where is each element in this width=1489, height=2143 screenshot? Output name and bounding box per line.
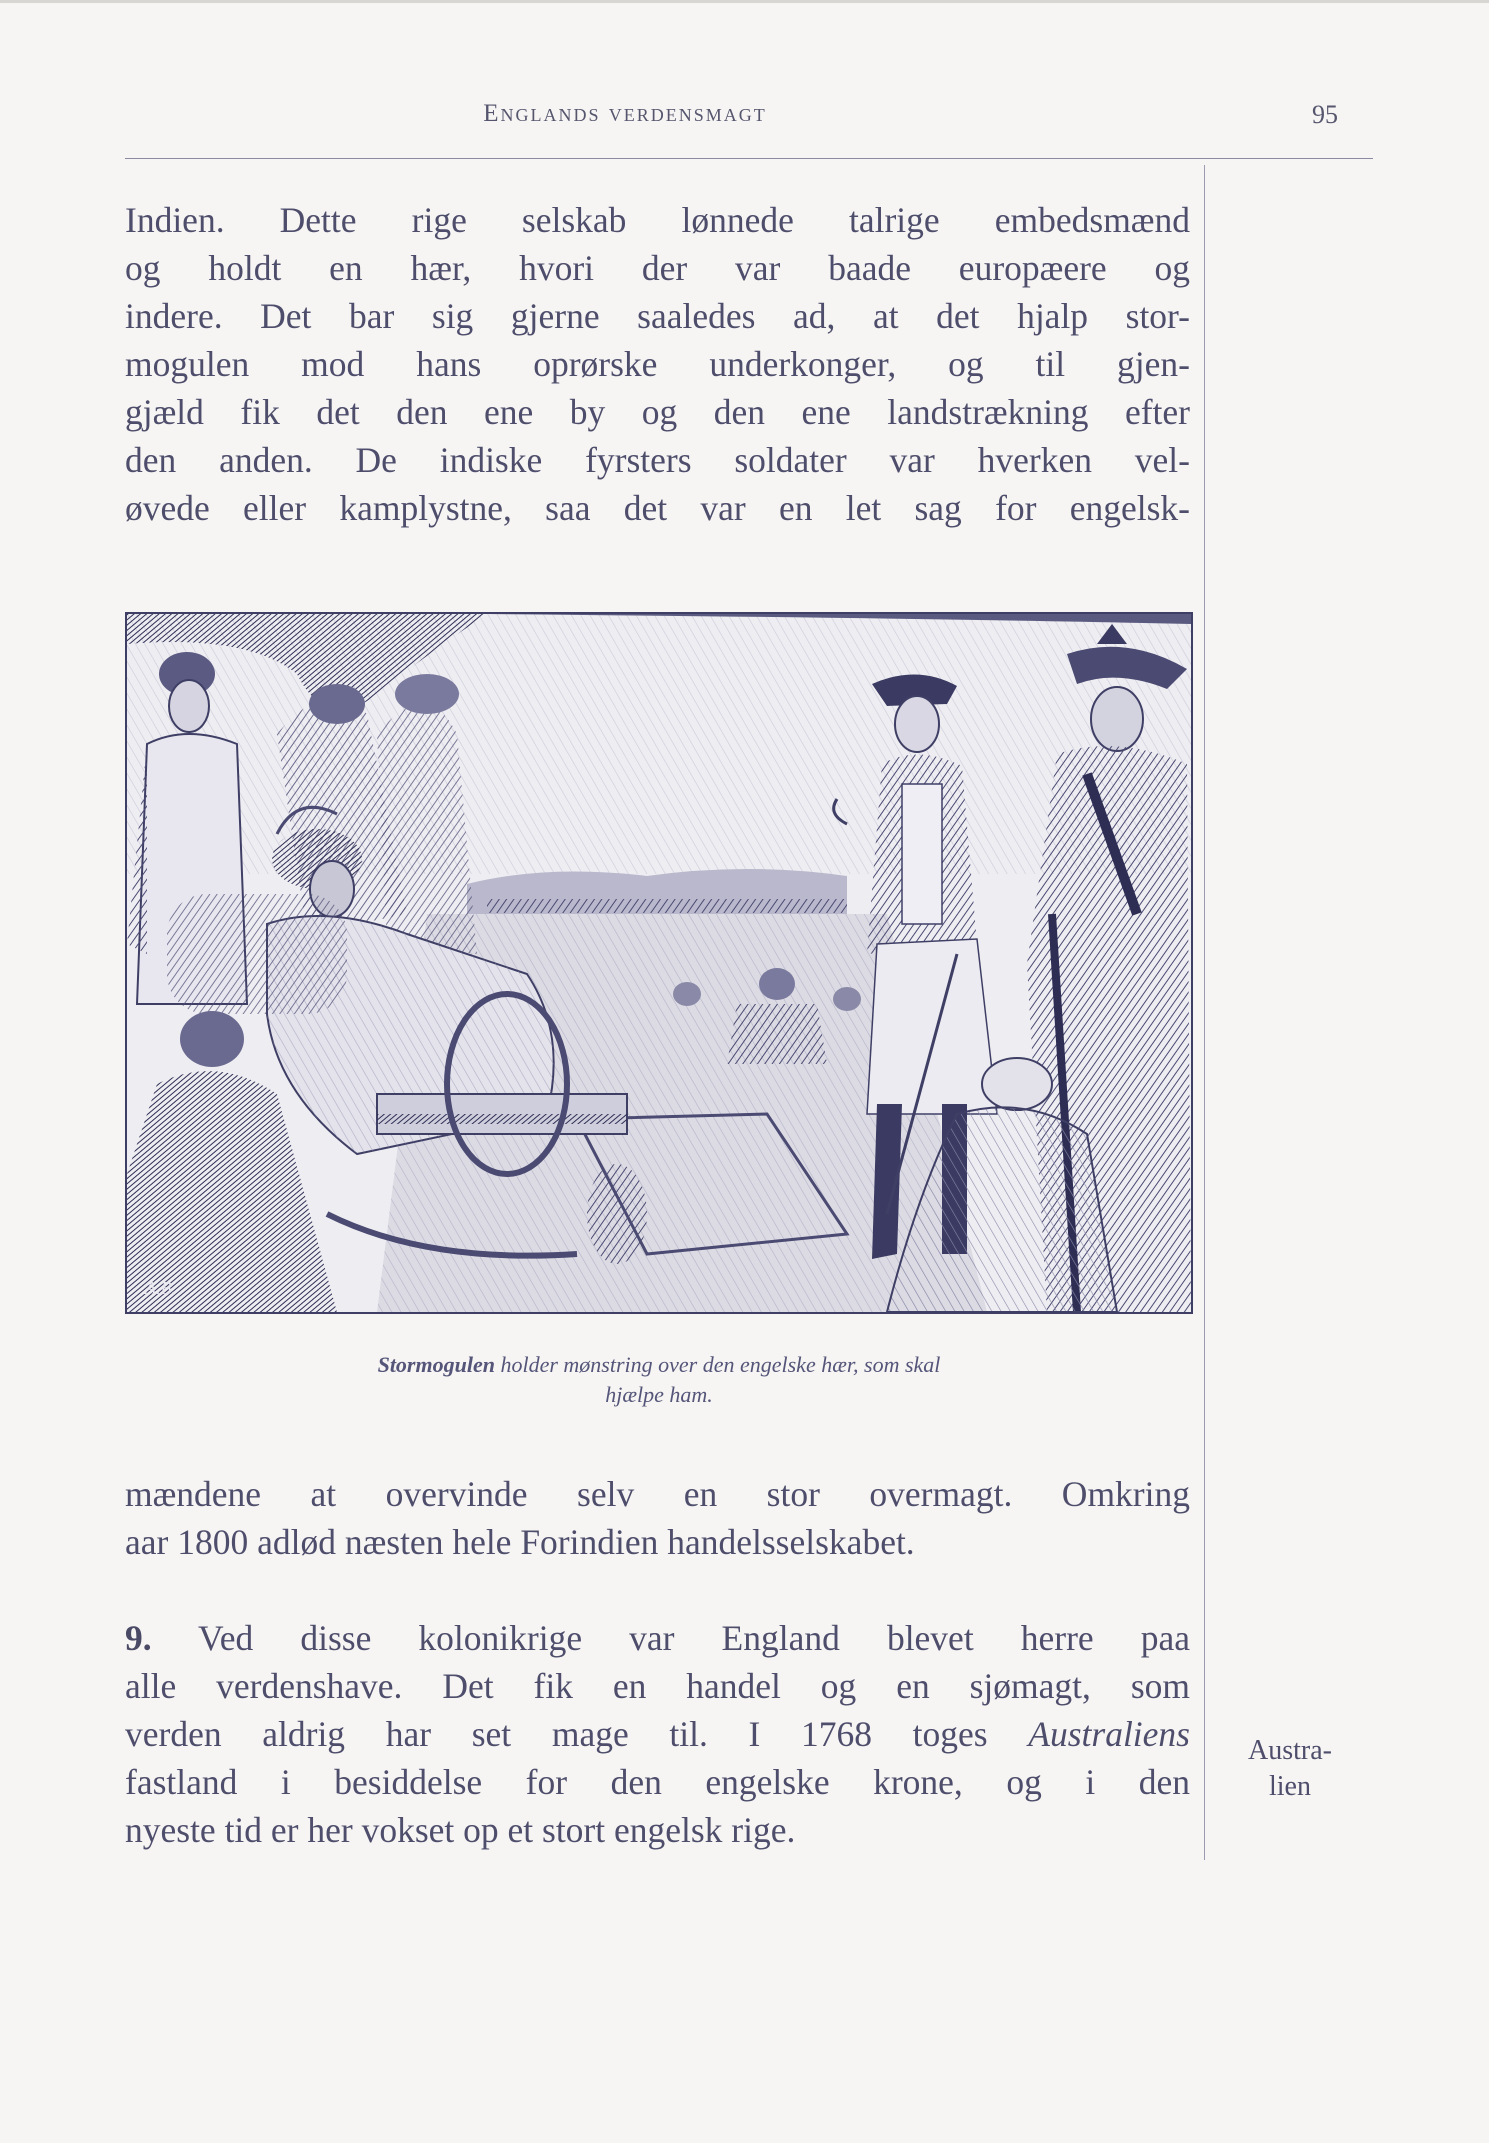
margin-note-line: lien	[1269, 1771, 1311, 1802]
paragraph-9	[125, 1614, 1190, 1854]
text-line: mændene at overvinde selv en stor overmagt. Omkring	[125, 1474, 1190, 1514]
header-rule	[125, 158, 1373, 159]
text-line: den anden. De indiske fyrsters soldater var hverken vel-	[125, 440, 1190, 480]
artist-signature: A.B.	[145, 1278, 176, 1298]
paragraph-continued	[125, 196, 1190, 532]
text-line: og holdt en hær, hvori der var baade europæere og	[125, 248, 1190, 288]
text-line: aar 1800 adlød næsten hele Forindien handelsselskabet.	[125, 1522, 915, 1562]
text-span: Ved disse kolonikrige var England blevet herre paa	[151, 1618, 1190, 1658]
text-line: indere. Det bar sig gjerne saaledes ad, at det hjalp stor-	[125, 296, 1190, 336]
text-line	[125, 1710, 1190, 1758]
engraving-illustration	[125, 612, 1193, 1314]
caption-bold: Stormogulen	[377, 1352, 495, 1377]
text-line: øvede eller kamplystne, saa det var en let sag for engelsk-	[125, 488, 1190, 528]
text-line: alle verdenshave. Det fik en handel og en sjømagt, som	[125, 1666, 1190, 1706]
paragraph-number: 9.	[125, 1618, 152, 1658]
margin-note	[1225, 1733, 1355, 1805]
margin-note-line: Austra-	[1248, 1735, 1332, 1766]
page-header	[125, 100, 1373, 140]
text-line: mogulen mod hans oprørske underkonger, og til gjen-	[125, 344, 1190, 384]
running-title: Englands verdensmagt	[483, 100, 767, 127]
text-span: verden aldrig har set mage til. I 1768 toges	[125, 1714, 1029, 1754]
margin-rule	[1204, 165, 1205, 1860]
paragraph-conclusion	[125, 1470, 1190, 1566]
text-line: gjæld fik det den ene by og den ene landstrækning efter	[125, 392, 1190, 432]
text-line: Indien. Dette rige selskab lønnede talrige embedsmænd	[125, 200, 1190, 240]
caption-rest: holder mønstring over den engelske hær, som skal	[494, 1352, 941, 1377]
italic-term: Australiens	[1028, 1714, 1190, 1754]
page-number: 95	[1312, 100, 1338, 129]
text-line: nyeste tid er her vokset op et stort engelsk rige.	[125, 1810, 796, 1850]
page-top-edge	[0, 0, 1489, 3]
caption-line-1	[125, 1350, 1193, 1380]
text-line: fastland i besiddelse for den engelske krone, og i den	[125, 1762, 1190, 1802]
caption-line-2: hjælpe ham.	[605, 1382, 713, 1407]
text-line	[125, 1614, 1190, 1662]
figure-caption	[125, 1350, 1193, 1410]
